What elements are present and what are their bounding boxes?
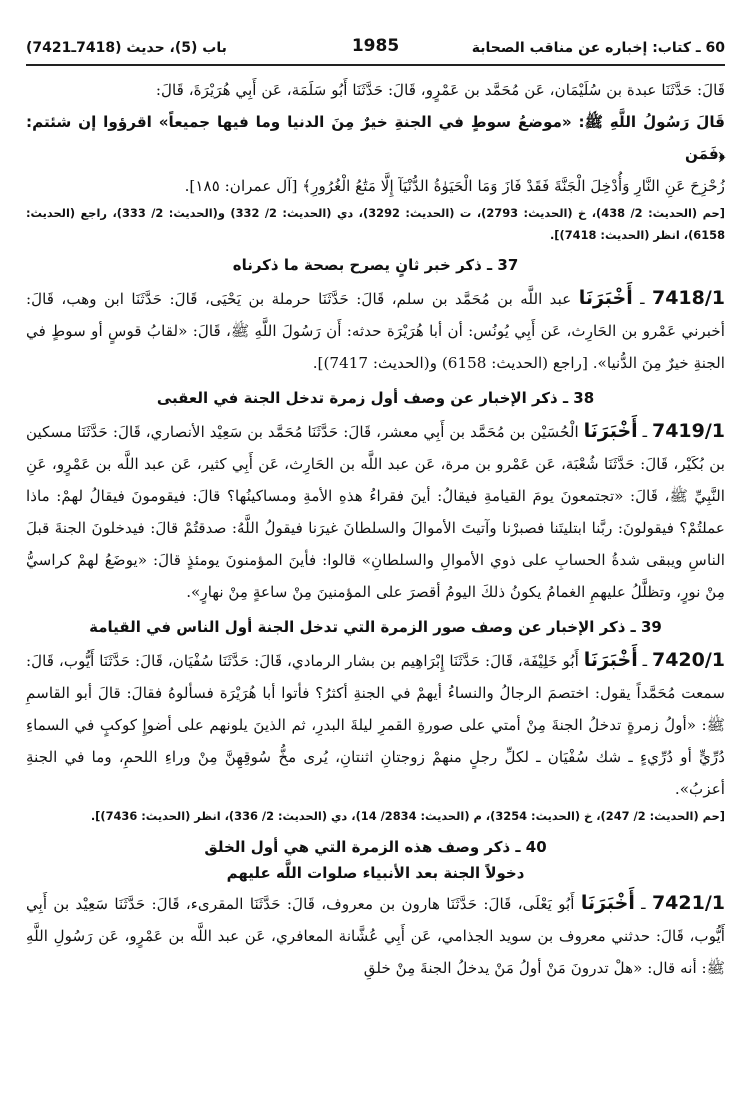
hadith-text: أَبُو خَلِيْفَة، قَالَ: حَدَّثَنَا إِبْرَاهِيم بن بشار الرمادي، قَالَ: حَدَّثَنَا سُفْيَان، قَالَ: حَدَّثَنَا أَيُّوب، قَالَ: سمعت مُحَمَّداً يقول: اختصمَ الرجالُ والنساءُ أيهمْ في الجنةِ أكثرُ؟ فأتوا أبا هُرَيْرَة فسألوهُ فقالَ: قالَ أبو القاسمِ ﷺ: «أولُ زمرةٍ تدخلُ الجنةَ مِنْ أمتي على صورةِ القمرِ ليلةَ البدرِ، ثم الذينَ يلونهم على أضوإِ كوكبٍ في السماءِ دُرِّيٍّ أو دُرِّيءٍ ـ شك سُفْيَان ـ لكلِّ رجلٍ منهمْ زوجتانِ اثنتانِ، يُرى مخُّ سُوقِهِنَّ مِنْ وراءِ اللحمِ، وما في الجنةِ أعزبُ». <box>26 652 725 798</box>
page <box>26 34 725 1105</box>
intro-line-2: قَالَ رَسُولُ اللَّهِ ﷺ: «موضعُ سوطٍ في الجنةِ خيرٌ مِنَ الدنيا وما فيها جميعاً» اقرؤوا إن شئتم: ﴿فَمَن <box>26 113 725 163</box>
hadith-number: 7418/1 <box>651 287 726 309</box>
intro-line-3: زُحْزِحَ عَنِ النَّارِ وَأُدْخِلَ الْجَنَّةَ فَقَدْ فَازَ وَمَا الْحَيَوٰةُ الدُّنْيَآ إِلَّا مَتَٰعُ الْغُرُورِ﴾ [آل عمران: ١٨٥]. <box>184 177 725 195</box>
akhbarana-label: أَخْبَرَنَا <box>583 649 638 671</box>
intro-line-1: قَالَ: حَدَّثَنَا عبدة بن سُلَيْمَان، عَن مُحَمَّد بن عَمْرٍو، قَالَ: حَدَّثَنَا أَبُو سَلَمَة، عَن أَبِي هُرَيْرَةَ، قَالَ: <box>155 81 725 99</box>
section-title-37: 37 ـ ذكر خبر ثانٍ يصرح بصحة ما ذكرناه <box>232 256 519 274</box>
section-title-40: 40 ـ ذكر وصف هذه الزمرة التي هي أول الخلق <box>204 838 547 856</box>
page-body <box>26 74 725 984</box>
hadith-reference: [حم (الحديث: 2/ 247)، خ (الحديث: 3254)، م (الحديث: 2834/ 14)، دي (الحديث: 2/ 336)، انظر (الحديث: 7436)]. <box>90 809 725 823</box>
book-title: 60 ـ كتاب: إخباره عن مناقب الصحابة <box>471 40 725 56</box>
hadith-text: أَبُو يَعْلَى، قَالَ: حَدَّثَنَا هارون بن معروف، قَالَ: حَدَّثَنَا المقرىء، قَالَ: حَدَّثَنَا سَعِيْد بن أَبِي أَيُّوب، قَالَ: حدثني معروف بن سويد الجذامي، عَن أَبِي عُشَّانة المعافري، عَن عبد اللَّه بن عَمْرٍو، عَن رَسُولِ اللَّهِ ﷺ: أنه قال: «هلْ تدرونَ مَنْ أولُ مَنْ يدخلُ الجنةَ مِنْ خلقِ <box>26 895 725 977</box>
section-title-39: 39 ـ ذكر الإخبار عن وصف صور الزمرة التي تدخل الجنة أول الناس في القيامة <box>89 618 662 636</box>
hadith-text: الْحُسَيْن بن مُحَمَّد بن أَبِي معشر، قَالَ: حَدَّثَنَا مُحَمَّد بن سَعِيْد الأنصاري، قَالَ: حَدَّثَنَا مسكين بن بُكَيْر، قَالَ: حَدَّثَنَا شُعْبَة، عَن عَمْرو بن مرة، عَن عبد اللَّه بن الحَارِث، عَن أَبِي كثير، عَن عبد اللَّه بن عَمْرٍو، عَنِ النَّبِيِّ ﷺ، قَالَ: «تجتمعونَ يومَ القيامةِ فيقالُ: أينَ فقراءُ هذهِ الأمةِ ومساكينُها؟ قالَ: فيقومونَ فيقالُ لهمْ: ماذا عملتُمْ؟ فيقولونَ: ربَّنا ابتليتَنا فصبرْنا وآتيتَ الأموالَ والسلطانَ غيرَنا فيقولُ اللَّهُ: صدقتُمْ قالَ: فيدخلونَ الجنةَ قبلَ الناسِ ويبقى شدةُ الحسابِ على ذوي الأموالِ والسلطانِ» قالوا: فأينَ المؤمنونَ يومئذٍ قالَ: «يوضَعُ لهمْ كراسيُّ مِنْ نورٍ، وتظلَّلُ عليهمِ الغمامُ يكونُ ذلكَ اليومُ أقصرَ على المؤمنينَ مِنْ ساعةٍ مِنْ نهارٍ». <box>26 423 725 601</box>
hadith-7418: 7418/1 ـ أَخْبَرَنَا عبد اللَّه بن مُحَمَّد بن سلم، قَالَ: حَدَّثَنَا حرملة بن يَحْيَى، قَالَ: حَدَّثَنَا ابن وهب، قَالَ: أخبرني عَمْرو بن الحَارِث، عَن أَبِي يُونُس: أن أبا هُرَيْرَة حدثه: أَن رَسُولَ اللَّهِ ﷺ، قَالَ: «لقابُ قوسٍ أو سوطٍ في الجنةِ خيرٌ مِنَ الدُّنيا». [راجع (الحديث: 6158) و(الحديث: 7417)]. <box>26 287 726 372</box>
page-number: 1985 <box>351 36 400 56</box>
akhbarana-label: أَخْبَرَنَا <box>580 892 635 914</box>
hadith-text: عبد اللَّه بن مُحَمَّد بن سلم، قَالَ: حَدَّثَنَا حرملة بن يَحْيَى، قَالَ: حَدَّثَنَا ابن وهب، قَالَ: أخبرني عَمْرو بن الحَارِث، عَن أَبِي يُونُس: أن أبا هُرَيْرَة حدثه: أَن رَسُولَ اللَّهِ ﷺ، قَالَ: «لقابُ قوسٍ أو سوطٍ في الجنةِ خيرٌ مِنَ الدُّنيا». <box>26 290 725 372</box>
akhbarana-label: أَخْبَرَنَا <box>578 287 633 309</box>
section-title-40-line-2: دخولاً الجنة بعد الأنبياء صلوات اللَّه عليهم <box>226 864 525 882</box>
hadith-7420: 7420/1 ـ أَخْبَرَنَا أَبُو خَلِيْفَة، قَالَ: حَدَّثَنَا إِبْرَاهِيم بن بشار الرمادي، قَالَ: حَدَّثَنَا سُفْيَان، قَالَ: حَدَّثَنَا أَيُّوب، قَالَ: سمعت مُحَمَّداً يقول: اختصمَ الرجالُ والنساءُ أيهمْ في الجنةِ أكثرُ؟ فأتوا أبا هُرَيْرَة فسألوهُ فقالَ: قالَ أبو القاسمِ ﷺ: «أولُ زمرةٍ تدخلُ الجنةَ مِنْ أمتي على صورةِ القمرِ ليلةَ البدرِ، ثم الذينَ يلونهم على أضوإِ كوكبٍ في السماءِ دُرِّيٍّ أو دُرِّيءٍ ـ شك سُفْيَان ـ لكلِّ رجلٍ منهمْ زوجتانِ اثنتانِ، يُرى مخُّ سُوقِهِنَّ مِنْ وراءِ اللحمِ، وما في الجنةِ أعزبُ». <box>26 649 726 798</box>
chapter-reference: باب (5)، حديث (7418ـ7421) <box>26 40 227 56</box>
hadith-number: 7420/1 <box>651 649 726 671</box>
hadith-7419: 7419/1 ـ أَخْبَرَنَا الْحُسَيْن بن مُحَمَّد بن أَبِي معشر، قَالَ: حَدَّثَنَا مُحَمَّد بن سَعِيْد الأنصاري، قَالَ: حَدَّثَنَا مسكين بن بُكَيْر، قَالَ: حَدَّثَنَا شُعْبَة، عَن عَمْرو بن مرة، عَن عبد اللَّه بن الحَارِث، عَن أَبِي كثير، عَن عبد اللَّه بن عَمْرٍو، عَنِ النَّبِيِّ ﷺ، قَالَ: «تجتمعونَ يومَ القيامةِ فيقالُ: أينَ فقراءُ هذهِ الأمةِ ومساكينُها؟ قالَ: فيقومونَ فيقالُ لهمْ: ماذا عملتُمْ؟ فيقولونَ: ربَّنا ابتليتَنا فصبرْنا وآتيتَ الأموالَ والسلطانَ غيرَنا فيقولُ اللَّهُ: صدقتُمْ قالَ: فيدخلونَ الجنةَ قبلَ الناسِ ويبقى شدةُ الحسابِ على ذوي الأموالِ والسلطانِ» قالوا: فأينَ المؤمنونَ يومئذٍ قالَ: «يوضَعُ لهمْ كراسيُّ مِنْ نورٍ، وتظلَّلُ عليهمِ الغمامُ يكونُ ذلكَ اليومُ أقصرَ على المؤمنينَ مِنْ ساعةٍ مِنْ نهارٍ». <box>26 420 726 601</box>
page-header <box>26 34 725 66</box>
hadith-reference: [راجع (الحديث: 6158) و(الحديث: 7417)]. <box>312 354 588 372</box>
section-title-38: 38 ـ ذكر الإخبار عن وصف أول زمرة تدخل الجنة في العقبى <box>156 389 595 407</box>
akhbarana-label: أَخْبَرَنَا <box>583 420 638 442</box>
hadith-number: 7421/1 <box>651 892 725 914</box>
intro-reference: [حم (الحديث: 2/ 438)، خ (الحديث: 2793)، ت (الحديث: 3292)، دي (الحديث: 2/ 332) و(الحديث: 2/ 333)، راجع (الحديث: 6158)، انظر (الحديث: 7418)]. <box>26 206 725 242</box>
hadith-7421: 7421/1 ـ أَخْبَرَنَا أَبُو يَعْلَى، قَالَ: حَدَّثَنَا هارون بن معروف، قَالَ: حَدَّثَنَا المقرىء، قَالَ: حَدَّثَنَا سَعِيْد بن أَبِي أَيُّوب، قَالَ: حدثني معروف بن سويد الجذامي، عَن أَبِي عُشَّانة المعافري، عَن عبد اللَّه بن عَمْرٍو، عَن رَسُولِ اللَّهِ ﷺ: أنه قال: «هلْ تدرونَ مَنْ أولُ مَنْ يدخلُ الجنةَ مِنْ خلقِ <box>26 892 725 977</box>
hadith-number: 7419/1 <box>651 420 726 442</box>
